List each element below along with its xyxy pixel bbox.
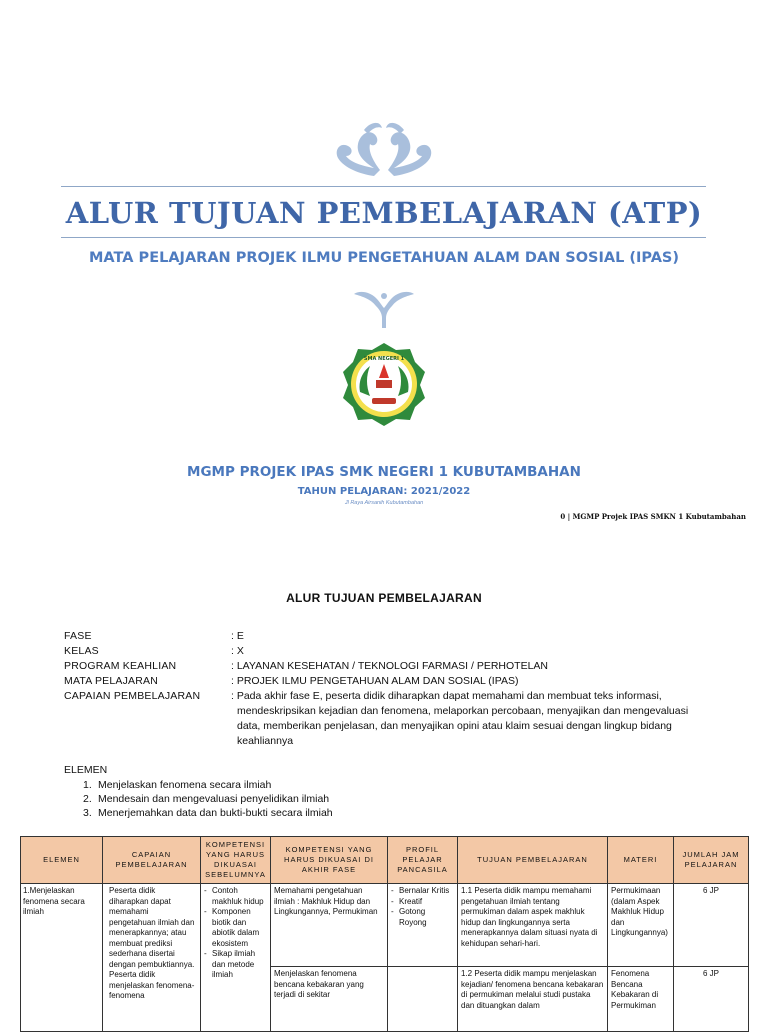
page-footer: 0 | MGMP Projek IPAS SMKN 1 Kubutambahan	[560, 512, 746, 521]
elemen-label: ELEMEN	[64, 764, 108, 776]
info-row-program	[64, 659, 691, 674]
divider-top	[61, 186, 706, 187]
list-item: - Contoh makhluk hidup	[204, 886, 267, 907]
capaian-cell: Peserta didik diharapkan dapat memahami pengetahuan ilmiah dan menerapkannya; atau membuat prediksi sederhana disertai dengan pembuktiannya. Peserta didik menjelaskan fenomena-fenomena	[103, 884, 201, 1032]
header-kompetensi: KOMPETENSI YANG HARUS DIKUASAI DI AKHIR FASE	[271, 837, 388, 884]
info-value-continuation: mendeskripsikan kejadian dan fenomena, melaporkan percobaan, menyajikan dan mengevaluasi data, memberikan penjelasan, dan menyajikan opini atau klaim sesuai dengan lingkup bidang keahliannya	[237, 705, 689, 747]
info-row-fase	[64, 629, 691, 644]
list-item: 1. Menjelaskan fenomena secara ilmiah	[83, 779, 272, 791]
header-capaian: CAPAIAN PEMBELAJARAN	[103, 837, 201, 884]
info-block	[64, 629, 691, 749]
profil-cell	[388, 967, 458, 1032]
info-row-mapel	[64, 674, 691, 689]
header-jp: JUMLAH JAM PELAJARAN	[674, 837, 749, 884]
school-logo	[340, 340, 428, 428]
info-label: KELAS	[64, 645, 99, 657]
address: Jl Raya Airsanih Kubutambahan	[344, 500, 424, 506]
list-item: - Komponen biotik dan abiotik dalam ekosistem	[204, 907, 267, 949]
divider-bottom	[61, 237, 706, 238]
info-row-kelas	[64, 644, 691, 659]
info-value: : LAYANAN KESEHATAN / TEKNOLOGI FARMASI / PERHOTELAN	[231, 660, 549, 672]
info-label: PROGRAM KEAHLIAN	[64, 660, 177, 672]
materi-cell: Fenomena Bencana Kebakaran di Permukiman	[608, 967, 674, 1032]
tujuan-cell: 1.2 Peserta didik mampu menjelaskan kejadian/ fenomena bencana kebakaran di permukiman melalui studi pustaka dan dituangkan dalam	[458, 967, 608, 1032]
jp-cell: 6 JP	[674, 967, 749, 1032]
jp-cell: 6 JP	[674, 884, 749, 967]
ornament-top-icon	[330, 118, 438, 180]
elemen-cell: 1.Menjelaskan fenomena secara ilmiah	[21, 884, 103, 1032]
info-label: CAPAIAN PEMBELAJARAN	[64, 690, 201, 702]
school-year: TAHUN PELAJARAN: 2021/2022	[297, 486, 471, 497]
kompetensi-cell: Menjelaskan fenomena bencana kebakaran yang terjadi di sekitar	[271, 967, 388, 1032]
header-prasyarat: KOMPETENSI YANG HARUS DIKUASAI SEBELUMNYA	[201, 837, 271, 884]
atp-table	[20, 836, 749, 1032]
header-elemen: ELEMEN	[21, 837, 103, 884]
info-value: : E	[231, 630, 244, 642]
document-title: ALUR TUJUAN PEMBELAJARAN (ATP)	[65, 196, 703, 230]
header-profil: PROFIL PELAJAR PANCASILA	[388, 837, 458, 884]
list-item: - Bernalar Kritis	[391, 886, 454, 897]
list-item: - Sikap ilmiah dan metode ilmiah	[204, 949, 267, 981]
logo-text: SMA NEGERI 1	[363, 356, 405, 362]
info-value: : X	[231, 645, 244, 657]
elemen-list	[64, 778, 333, 820]
organizer-name: MGMP PROJEK IPAS SMK NEGERI 1 KUBUTAMBAHAN	[187, 464, 581, 480]
tujuan-cell: 1.1 Peserta didik mampu memahami pengetahuan ilmiah tentang permukiman dalam aspek makhluk hidup dan lingkungannya serta menerapkannya dalam situasi nyata di kehidupan sehari-hari.	[458, 884, 608, 967]
table-row	[21, 884, 749, 967]
header-tujuan: TUJUAN PEMBELAJARAN	[458, 837, 608, 884]
info-label: MATA PELAJARAN	[64, 675, 159, 687]
info-value: : PROJEK ILMU PENGETAHUAN ALAM DAN SOSIAL (IPAS)	[231, 675, 519, 687]
page-heading: ALUR TUJUAN PEMBELAJARAN	[286, 591, 482, 605]
list-item: 2. Mendesain dan mengevaluasi penyelidikan ilmiah	[83, 793, 330, 805]
document-subtitle: MATA PELAJARAN PROJEK ILMU PENGETAHUAN ALAM DAN SOSIAL (IPAS)	[89, 250, 679, 266]
table-header-row	[21, 837, 749, 884]
kompetensi-cell: Memahami pengetahuan ilmiah : Makhluk Hidup dan Lingkungannya, Permukiman	[271, 884, 388, 967]
profil-cell	[388, 884, 458, 967]
list-item: - Gotong Royong	[391, 907, 454, 928]
prasyarat-cell	[201, 884, 271, 1032]
info-label: FASE	[64, 630, 92, 642]
materi-cell: Permukimaan (dalam Aspek Makhluk Hidup dan Lingkungannya)	[608, 884, 674, 967]
list-item: - Kreatif	[391, 897, 454, 908]
ornament-middle-icon	[352, 288, 416, 330]
info-row-capaian	[64, 689, 691, 749]
header-materi: MATERI	[608, 837, 674, 884]
list-item: 3. Menerjemahkan data dan bukti-bukti secara ilmiah	[83, 807, 333, 819]
info-value: : Pada akhir fase E, peserta didik diharapkan dapat memahami dan membuat teks informasi,	[231, 690, 662, 702]
